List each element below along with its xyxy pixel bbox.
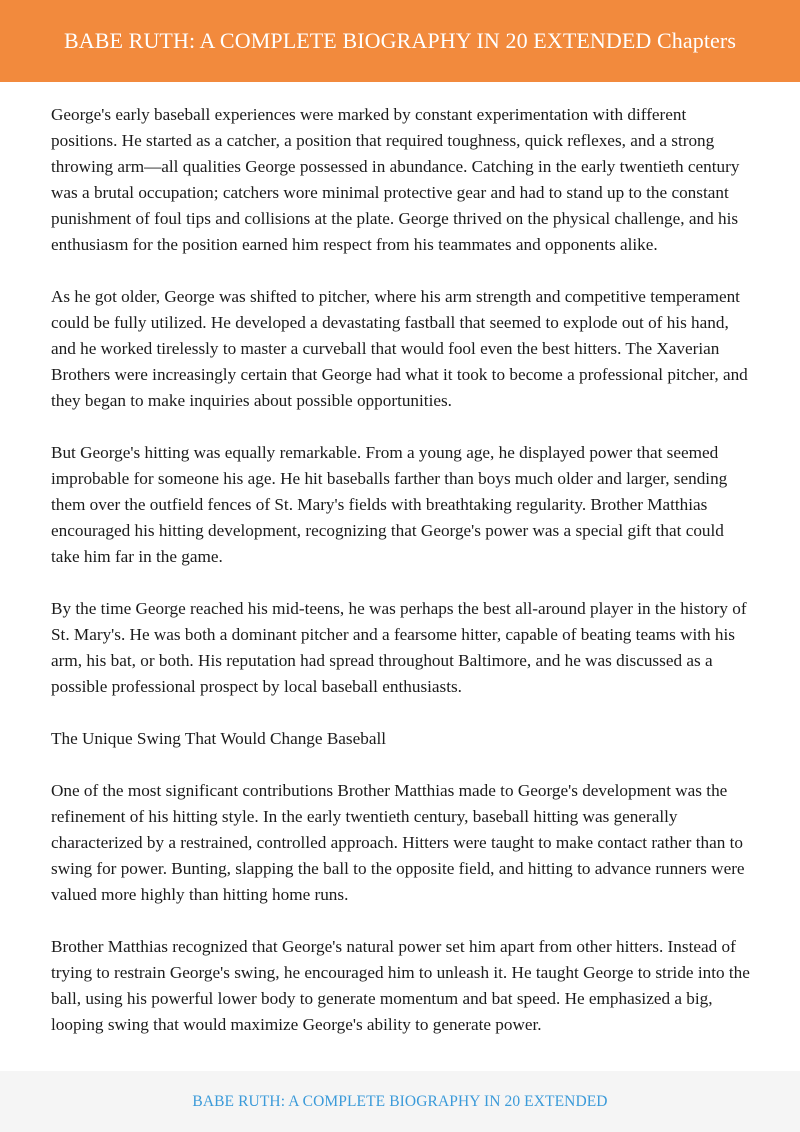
body-paragraph: By the time George reached his mid-teens, he was perhaps the best all-around player in the history of St. Mary's. He was both a dominant pitcher and a fearsome hitter, capable of beating teams with his arm, his bat, or both. His reputation had spread throughout Baltimore, and he was discussed as a possible professional prospect by local baseball enthusiasts. xyxy=(51,599,747,696)
footer-title: BABE RUTH: A COMPLETE BIOGRAPHY IN 20 EXTENDED xyxy=(192,1092,608,1110)
body-paragraph: Brother Matthias recognized that George's natural power set him apart from other hitters. Instead of trying to restrain George's swing, he encouraged him to unleash it. He taught George to stride into the ball, using his powerful lower body to generate momentum and bat speed. He emphasized a big, looping swing that would maximize George's ability to generate power. xyxy=(51,937,750,1034)
body-paragraph: But George's hitting was equally remarkable. From a young age, he displayed power that seemed improbable for someone his age. He hit baseballs farther than boys much older and larger, sending them over the outfield fences of St. Mary's fields with breathtaking regularity. Brother Matthias encouraged his hitting development, recognizing that George's power was a special gift that could take him far in the game. xyxy=(51,443,728,566)
page-footer xyxy=(0,1071,800,1132)
header-title: BABE RUTH: A COMPLETE BIOGRAPHY IN 20 EXTENDED Chapters xyxy=(64,28,736,53)
page-content xyxy=(51,102,753,1064)
body-paragraph: George's early baseball experiences were marked by constant experimentation with different positions. He started as a catcher, a position that required toughness, quick reflexes, and a strong throwing arm—all qualities George possessed in abundance. Catching in the early twentieth century was a brutal occupation; catchers wore minimal protective gear and had to stand up to the constant punishment of foul tips and collisions at the plate. George thrived on the physical challenge, and his enthusiasm for the position earned him respect from his teammates and opponents alike. xyxy=(51,105,740,254)
body-paragraph: As he got older, George was shifted to pitcher, where his arm strength and competitive temperament could be fully utilized. He developed a devastating fastball that seemed to explode out of his hand, and he worked tirelessly to master a curveball that would fool even the best hitters. The Xaverian Brothers were increasingly certain that George had what it took to become a professional pitcher, and they began to make inquiries about possible opportunities. xyxy=(51,287,748,410)
page-header xyxy=(0,0,800,82)
section-heading: The Unique Swing That Would Change Baseball xyxy=(51,729,386,748)
body-paragraph: One of the most significant contributions Brother Matthias made to George's development was the refinement of his hitting style. In the early twentieth century, baseball hitting was generally characterized by a restrained, controlled approach. Hitters were taught to make contact rather than to swing for power. Bunting, slapping the ball to the opposite field, and hitting to advance runners were valued more highly than hitting home runs. xyxy=(51,781,745,904)
